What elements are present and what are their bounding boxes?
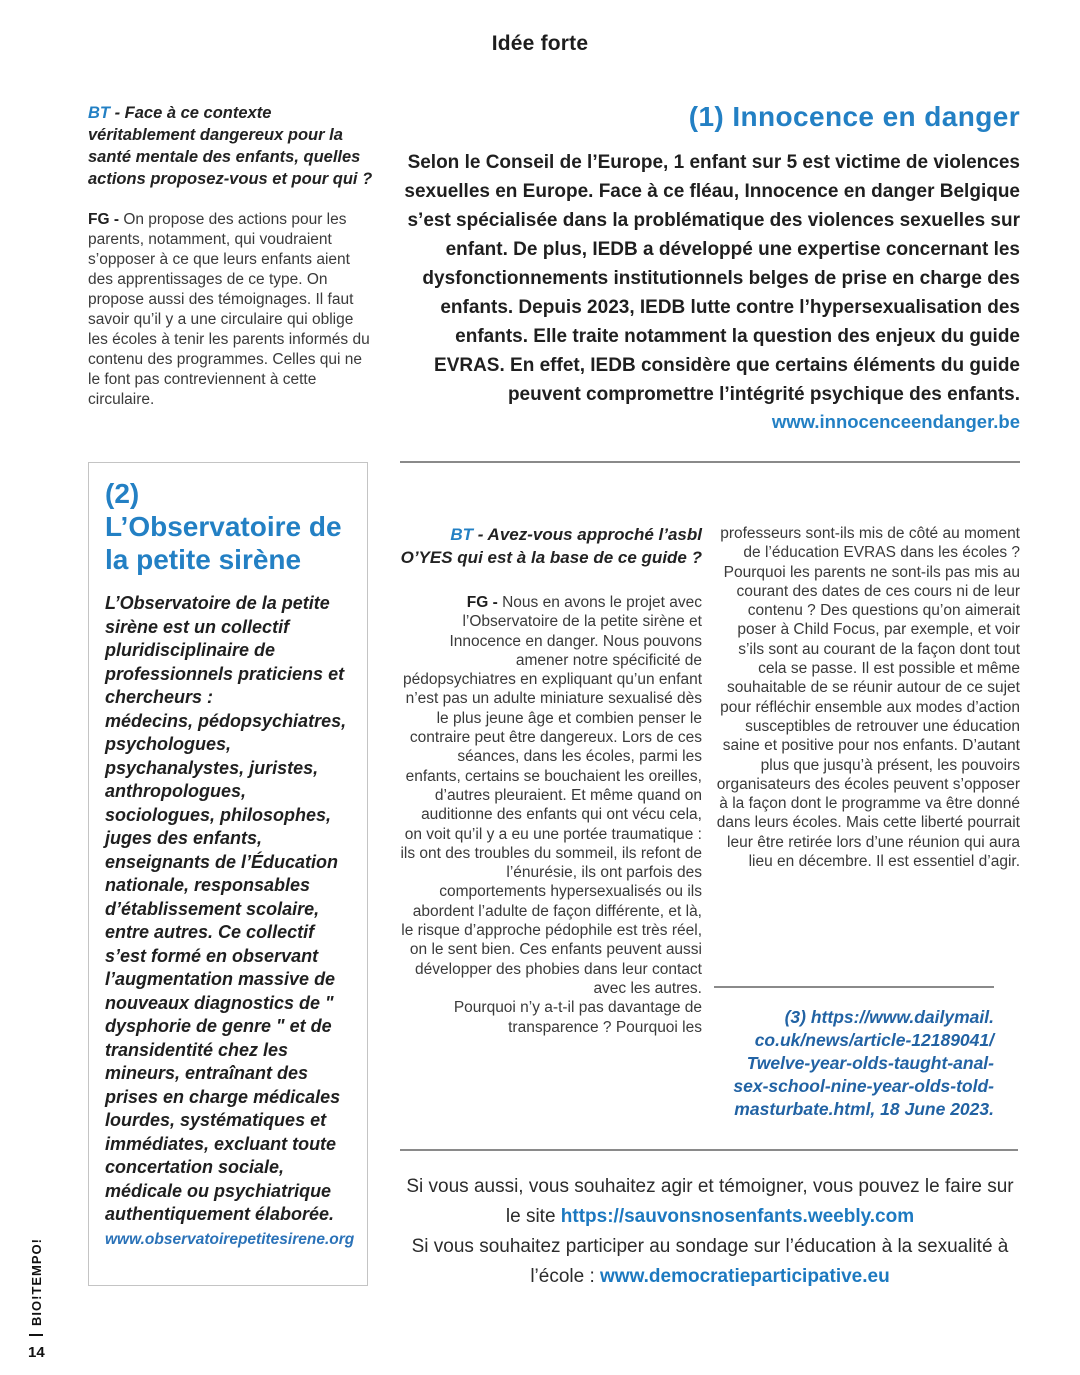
section2-title [105,477,351,576]
answer-middle-p2: Pourquoi n’y a-t-il pas davantage de transparence ? Pourquoi les [453,999,702,1036]
divider-bottom [400,1149,1018,1151]
speaker-fg: FG - [466,594,503,611]
divider-citation [714,986,994,988]
section2-link: www.observatoirepetitesirene.org [105,1230,355,1248]
question-top-text: - Face à ce contexte véritablement dangereux pour la santé mentale des enfants, quelles actions proposez-vous et pour qui ? [88,104,373,188]
answer-top [88,210,376,410]
section2-number: (2) [105,478,140,509]
footer-call-to-action [400,1172,1020,1292]
qa-block-top [88,102,376,410]
section1-link: www.innocenceendanger.be [771,411,1020,432]
column-right-continuation: professeurs sont-ils mis de côté au moment de l’éducation EVRAS dans les écoles ? Pourquoi les parents ne sont-ils pas mis au courant des dates de ces cours ni de leur contenu ? Des questions qu’on aimerait poser à Child Focus, par exemple, et voir s’ils sont au courant de la façon dont tout cela se passe. Il est possible et même souhaitable de se réunir autour de ce sujet pour réfléchir ensemble aux modes d’action susceptibles de retrouver une éducation saine et positive pour nos enfants. D’autant plus que jusqu’à présent, les pouvoirs organisateurs des écoles peuvent s’opposer à la façon dont le programme va être donné dans leurs écoles. Mais cette liberté pourrait leur être retirée lors d’une réunion qui aura lieu en décembre. Il est essentiel d’agir. [716,525,1020,871]
question-middle-text: - Avez-vous approché l’asbl O’YES qui est à la base de ce guide ? [400,525,702,567]
answer-top-text: On propose des actions pour les parents, notamment, qui voudraient s’opposer à ce que leurs enfants aient des apprentissages de ce type. On propose aussi des témoignages. Il faut savoir qu’il y a une circulaire qui oblige les écoles à tenir les parents informés du contenu des programmes. Celles qui ne le font pas contreviennent à cette circulaire. [88,211,370,408]
section-innocence-en-danger [398,100,1020,433]
footnote-citation: (3) https://www.dailymail. co.uk/news/article-12189041/ Twelve-year-olds-taught-anal- sex-school-nine-year-olds-told- masturbate.html, 18 June 2023. [733,1007,994,1119]
divider-top [400,461,1020,463]
footer-link-sauvonsnosenfants: https://sauvonsnosenfants.weebly.com [560,1206,915,1227]
answer-middle-p1 [400,593,702,998]
page-folio [28,1238,45,1361]
page-number: 14 [28,1344,45,1361]
section2-body-p2: médecins, pédopsychiatres, psychologues, psychanalystes, juristes, anthropologues, sociologues, philosophes, juges des enfants, enseignants de l’Éducation nationale, responsables d’établissement scolaire, entre autres. Ce collectif s’est formé en observant l’augmentation massive de nouveaux diagnostics de " dysphorie de genre " et de transidentité chez les mineurs, entraînant des prises en charge médicales lourdes, systématiques et immédiates, excluant toute concertation sociale, médicale ou psychiatrique authentiquement élaborée. [105,710,347,1224]
folio-divider [29,1334,43,1336]
qa-block-middle [400,523,702,1037]
speaker-bt: BT [88,104,110,122]
footer-link-democratieparticipative: www.democratieparticipative.eu [600,1266,890,1287]
speaker-bt: BT [450,525,474,544]
magazine-title: BIO!TEMPO! [28,1238,44,1326]
question-middle [400,523,702,569]
footer-text-1: Si vous aussi, vous souhaitez agir et témoigner, vous pouvez le faire sur le site [406,1176,1014,1227]
page-title: Idée forte [491,32,589,55]
answer-middle-text: Nous en avons le projet avec l’Observatoire de la petite sirène et Innocence en danger. Nous pouvons amener notre spécificité de pédopsychiatres en expliquant qu’un enfant n’est pas un adulte miniature sexualisé dès le plus jeune âge et combien penser le contraire peut être dangereux. Lors de ces séances, dans les écoles, parmi les enfants, certains se bouchaient les oreilles, d’autres pleuraient. Et même quand on auditionne des enfants qui ont vécu cela, on voit qu’il y a eu une portée traumatique : ils ont des troubles du sommeil, ils refont de l’énurésie, ils ont parfois des comportements hypersexualisés ou ils abordent l’adulte de façon différente, et là, le risque d’approche pédophile est très réel, on le sent bien. Ces enfants peuvent aussi développer des phobies dans leur contact avec les autres. [400,594,702,997]
question-top [88,102,376,190]
section2-body-p1: L’Observatoire de la petite sirène est un collectif pluridisciplinaire de professionnels praticiens et chercheurs : [105,593,345,707]
footer-text-2: Si vous souhaitez participer au sondage sur l’éducation à la sexualité à l’école : [411,1236,1009,1287]
section1-title: (1) Innocence en danger [688,101,1020,132]
speaker-fg: FG - [88,211,124,228]
section1-body: Selon le Conseil de l’Europe, 1 enfant sur 5 est victime de violences sexuelles en Europe. Face à ce fléau, Innocence en danger Belgique s’est spécialisée dans la problématique des violences sexuelles sur enfant. De plus, IEDB a développé une expertise concernant les dysfonctionnements institutionnels belges de prise en charge des enfants. Depuis 2023, IEDB lutte contre l’hypersexualisation des enfants. Elle traite notamment la question des enjeux du guide EVRAS. En effet, IEDB considère que certains éléments du guide peuvent compromettre l’intégrité psychique des enfants. [404,152,1020,405]
section2-title-text: L’Observatoire de la petite sirène [105,511,342,575]
section-observatoire-box [88,462,368,1286]
